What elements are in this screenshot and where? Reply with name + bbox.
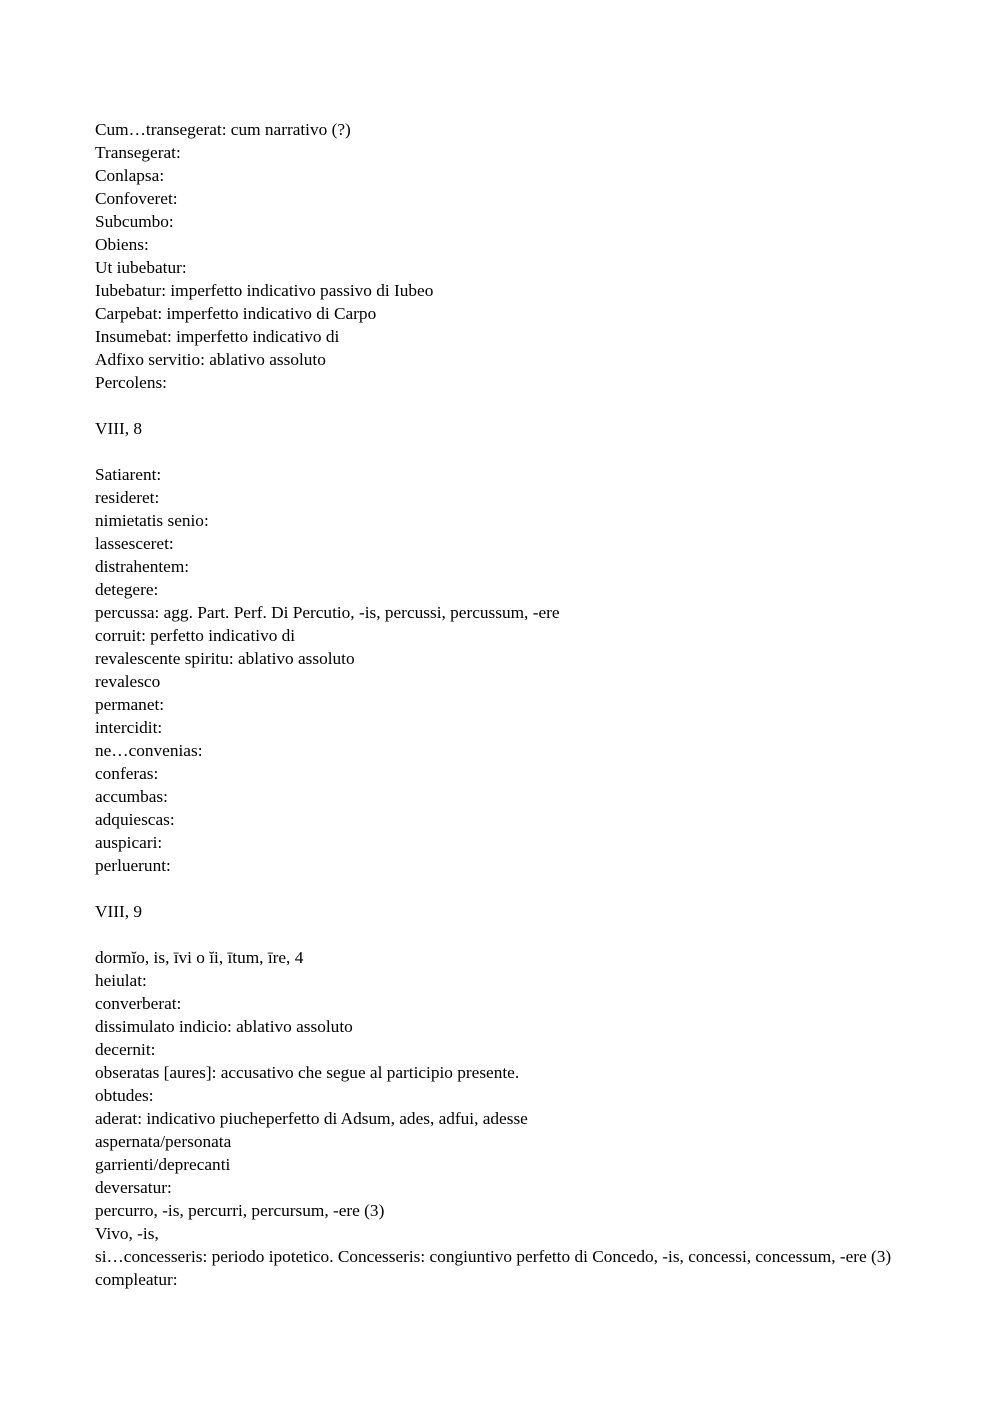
note-line: dissimulato indicio: ablativo assoluto bbox=[95, 1017, 353, 1036]
blank-line bbox=[95, 394, 910, 417]
note-line: Obiens: bbox=[95, 235, 149, 254]
note-line: adquiescas: bbox=[95, 810, 175, 829]
section-notes-intro bbox=[95, 118, 910, 394]
note-line: garrienti/deprecanti bbox=[95, 1155, 231, 1174]
note-line: resideret: bbox=[95, 488, 160, 507]
note-line: nimietatis senio: bbox=[95, 511, 209, 530]
note-line: si…concesseris: periodo ipotetico. Concesseris: congiuntivo perfetto di Concedo, -is, concessi, concessum, -ere (3) bbox=[95, 1247, 892, 1266]
note-line: Percolens: bbox=[95, 373, 167, 392]
note-line: compleatur: bbox=[95, 1270, 178, 1289]
blank-line bbox=[95, 440, 910, 463]
note-line: detegere: bbox=[95, 580, 159, 599]
note-line: intercidit: bbox=[95, 718, 163, 737]
section-viii-8 bbox=[95, 417, 910, 877]
note-line: Adfixo servitio: ablativo assoluto bbox=[95, 350, 326, 369]
note-line: Carpebat: imperfetto indicativo di Carpo bbox=[95, 304, 377, 323]
note-line: Transegerat: bbox=[95, 143, 181, 162]
note-line: aspernata/personata bbox=[95, 1132, 232, 1151]
note-line: obtudes: bbox=[95, 1086, 154, 1105]
note-line: converberat: bbox=[95, 994, 182, 1013]
note-line: perluerunt: bbox=[95, 856, 171, 875]
note-line: Cum…transegerat: cum narrativo (?) bbox=[95, 120, 351, 139]
note-line: corruit: perfetto indicativo di bbox=[95, 626, 296, 645]
section-viii-9 bbox=[95, 900, 910, 1291]
note-line: Iubebatur: imperfetto indicativo passivo di Iubeo bbox=[95, 281, 434, 300]
section-heading: VIII, 9 bbox=[95, 902, 143, 921]
section-heading: VIII, 8 bbox=[95, 419, 143, 438]
note-line: accumbas: bbox=[95, 787, 168, 806]
note-line: Insumebat: imperfetto indicativo di bbox=[95, 327, 340, 346]
note-line: revalescente spiritu: ablativo assoluto bbox=[95, 649, 355, 668]
note-line: dormĭo, is, īvi o ĭi, ītum, īre, 4 bbox=[95, 948, 304, 967]
note-line: Confoveret: bbox=[95, 189, 178, 208]
note-line: auspicari: bbox=[95, 833, 163, 852]
note-line: revalesco bbox=[95, 672, 161, 691]
note-line: deversatur: bbox=[95, 1178, 172, 1197]
note-line: percussa: agg. Part. Perf. Di Percutio, -is, percussi, percussum, -ere bbox=[95, 603, 560, 622]
note-line: Vivo, -is, bbox=[95, 1224, 159, 1243]
note-line: aderat: indicativo piucheperfetto di Adsum, ades, adfui, adesse bbox=[95, 1109, 528, 1128]
note-line: Subcumbo: bbox=[95, 212, 174, 231]
note-line: lassesceret: bbox=[95, 534, 174, 553]
note-line: Satiarent: bbox=[95, 465, 162, 484]
note-line: decernit: bbox=[95, 1040, 156, 1059]
note-line: obseratas [aures]: accusativo che segue al participio presente. bbox=[95, 1063, 520, 1082]
blank-line bbox=[95, 923, 910, 946]
note-line: Ut iubebatur: bbox=[95, 258, 187, 277]
note-line: permanet: bbox=[95, 695, 165, 714]
note-line: heiulat: bbox=[95, 971, 147, 990]
blank-line bbox=[95, 877, 910, 900]
note-line: distrahentem: bbox=[95, 557, 190, 576]
note-line: percurro, -is, percurri, percursum, -ere (3) bbox=[95, 1201, 385, 1220]
note-line: Conlapsa: bbox=[95, 166, 165, 185]
note-line: conferas: bbox=[95, 764, 159, 783]
note-line: ne…convenias: bbox=[95, 741, 203, 760]
document-page bbox=[95, 118, 910, 1291]
